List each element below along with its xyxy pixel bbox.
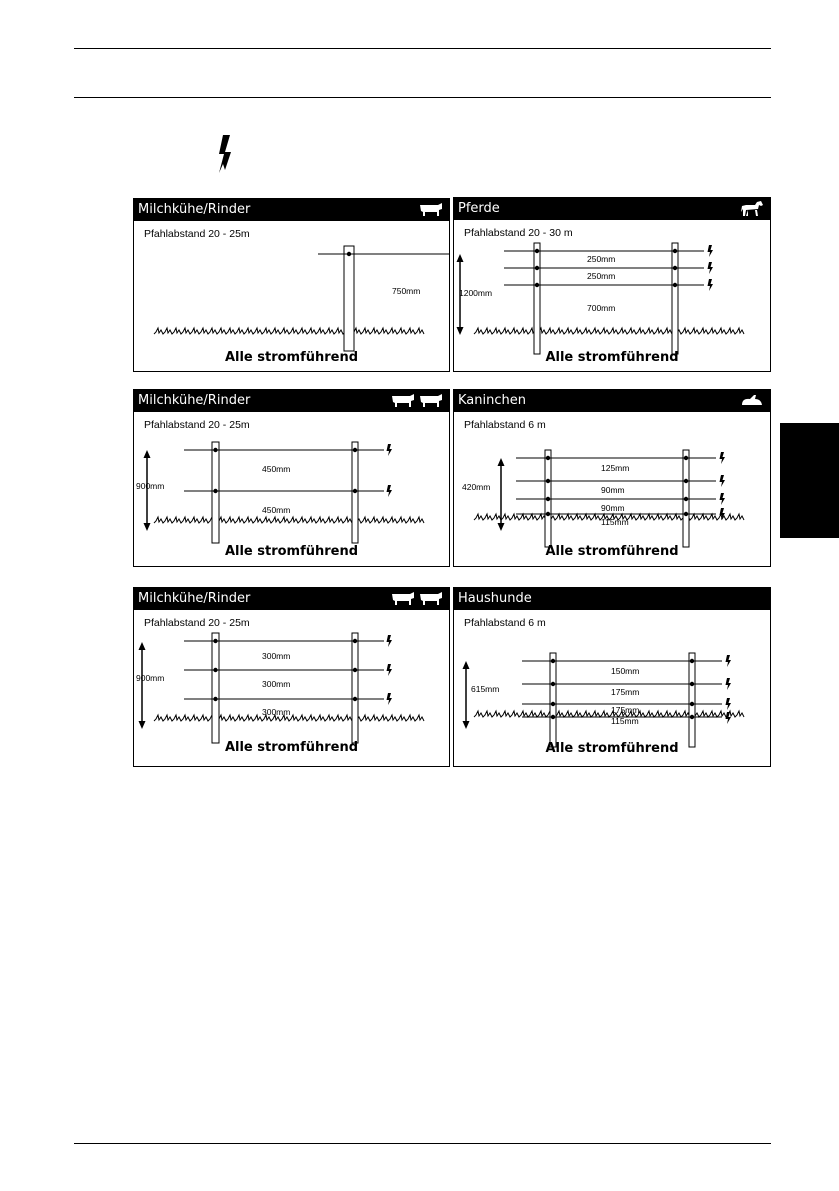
panel-title: Pferde — [458, 201, 500, 216]
insulator — [690, 659, 694, 663]
fence-post — [550, 653, 556, 747]
lightning-bolt-icon — [720, 475, 726, 487]
lightning-bolt-icon — [708, 262, 714, 274]
wire-spacing-label: 250mm — [587, 271, 616, 281]
footer-rule — [74, 1143, 771, 1144]
ground-grass — [154, 517, 424, 523]
insulator — [551, 715, 555, 719]
insulator — [684, 479, 688, 483]
insulator — [353, 639, 357, 643]
insulator — [673, 266, 677, 270]
ground-grass — [474, 328, 744, 334]
insulator — [690, 715, 694, 719]
insulator — [353, 697, 357, 701]
wire-spacing-label: 450mm — [262, 464, 291, 474]
fence-diagram — [454, 390, 770, 566]
insulator — [551, 659, 555, 663]
lightning-bolt-icon — [216, 134, 236, 174]
fence-post — [534, 243, 540, 354]
wire-spacing-label: 700mm — [587, 303, 616, 313]
arrow-head — [144, 450, 151, 458]
panel-title: Milchkühe/Rinder — [138, 591, 251, 606]
wire-spacing-label: 300mm — [262, 707, 291, 717]
panel-footer: Alle stromführend — [545, 350, 679, 365]
lightning-bolt-icon — [708, 245, 714, 257]
wire-spacing-label: 150mm — [611, 666, 640, 676]
wire-spacing-label: 175mm — [611, 687, 640, 697]
wire-spacing-label: 115mm — [611, 716, 639, 726]
arrow-head — [498, 458, 505, 466]
insulator — [690, 702, 694, 706]
lightning-bolt-icon — [708, 279, 714, 291]
lightning-bolt-icon — [726, 678, 732, 690]
insulator — [546, 479, 550, 483]
arrow-head — [457, 254, 464, 262]
insulator — [535, 249, 539, 253]
insulator — [546, 512, 550, 516]
post-spacing: Pfahlabstand 20 - 30 m — [464, 227, 573, 239]
arrow-head — [139, 642, 146, 650]
fence-post — [344, 246, 354, 351]
fence-panel — [453, 587, 771, 767]
panel-title: Kaninchen — [458, 393, 526, 408]
wire-spacing-label: 125mm — [601, 463, 630, 473]
fence-diagram — [454, 198, 770, 371]
insulator — [551, 702, 555, 706]
chapter-tab — [780, 423, 839, 538]
lightning-bolt-icon — [726, 698, 732, 710]
fence-panel — [453, 197, 771, 372]
arrow-head — [463, 721, 470, 729]
fence-diagram — [134, 390, 449, 566]
fence-diagram — [454, 588, 770, 766]
fence-post — [689, 653, 695, 747]
arrow-head — [457, 327, 464, 335]
panel-footer: Alle stromführend — [545, 741, 679, 756]
insulator — [535, 266, 539, 270]
total-height-label: 420mm — [462, 482, 491, 492]
panel-footer: Alle stromführend — [545, 544, 679, 559]
panel-footer: Alle stromführend — [224, 740, 359, 755]
post-spacing: Pfahlabstand 20 - 25m — [144, 228, 250, 240]
total-height-label: 900mm — [136, 673, 165, 683]
ground-grass — [474, 711, 744, 717]
arrow-head — [498, 523, 505, 531]
post-spacing: Pfahlabstand 20 - 25m — [144, 419, 250, 431]
lightning-bolt-icon — [720, 493, 726, 505]
fence-panel — [133, 389, 450, 567]
fence-panel — [133, 198, 450, 372]
header-rule-top — [74, 48, 771, 49]
arrow-head — [144, 523, 151, 531]
insulator — [213, 697, 217, 701]
fence-panel — [453, 389, 771, 567]
post-spacing: Pfahlabstand 6 m — [464, 617, 546, 629]
insulator — [353, 668, 357, 672]
wire-spacing-label: 115mm — [601, 517, 629, 527]
fence-post — [352, 633, 358, 743]
post-spacing: Pfahlabstand 20 - 25m — [144, 617, 250, 629]
insulator — [213, 448, 217, 452]
fence-panel — [133, 587, 450, 767]
total-height-label: 1200mm — [459, 288, 493, 298]
wire-spacing-label: 450mm — [262, 505, 291, 515]
lightning-bolt-icon — [720, 452, 726, 464]
wire-spacing-label: 300mm — [262, 679, 291, 689]
panel-title: Haushunde — [458, 591, 532, 606]
panel-footer: Alle stromführend — [224, 350, 359, 365]
wire-spacing-label: 175mm — [611, 705, 640, 715]
lightning-bolt-icon — [387, 485, 393, 497]
insulator — [684, 512, 688, 516]
wire-spacing-label: 90mm — [601, 485, 625, 495]
insulator — [551, 682, 555, 686]
ground-grass — [154, 328, 424, 334]
insulator — [546, 456, 550, 460]
insulator — [213, 639, 217, 643]
insulator — [673, 249, 677, 253]
wire-spacing-label: 90mm — [601, 503, 625, 513]
wire-spacing-label: 300mm — [262, 651, 291, 661]
insulator — [546, 497, 550, 501]
insulator — [673, 283, 677, 287]
insulator — [353, 489, 357, 493]
wire-spacing-label: 750mm — [392, 286, 421, 296]
fence-diagram — [134, 199, 449, 371]
insulator — [347, 252, 351, 256]
insulator — [213, 489, 217, 493]
panel-title: Milchkühe/Rinder — [138, 202, 251, 217]
lightning-bolt-icon — [726, 655, 732, 667]
lightning-bolt-icon — [387, 693, 393, 705]
post-spacing: Pfahlabstand 6 m — [464, 419, 546, 431]
lightning-bolt-icon — [387, 664, 393, 676]
panel-footer: Alle stromführend — [224, 544, 359, 559]
fence-post — [672, 243, 678, 354]
lightning-bolt-icon — [387, 635, 393, 647]
header-rule-bottom — [74, 97, 771, 98]
insulator — [535, 283, 539, 287]
total-height-label: 900mm — [136, 481, 165, 491]
total-height-label: 615mm — [471, 684, 500, 694]
insulator — [684, 497, 688, 501]
wire-spacing-label: 250mm — [587, 254, 616, 264]
fence-post — [212, 633, 219, 743]
lightning-bolt-icon — [387, 444, 393, 456]
insulator — [690, 682, 694, 686]
insulator — [684, 456, 688, 460]
insulator — [213, 668, 217, 672]
panel-title: Milchkühe/Rinder — [138, 393, 251, 408]
arrow-head — [463, 661, 470, 669]
insulator — [353, 448, 357, 452]
arrow-head — [139, 721, 146, 729]
